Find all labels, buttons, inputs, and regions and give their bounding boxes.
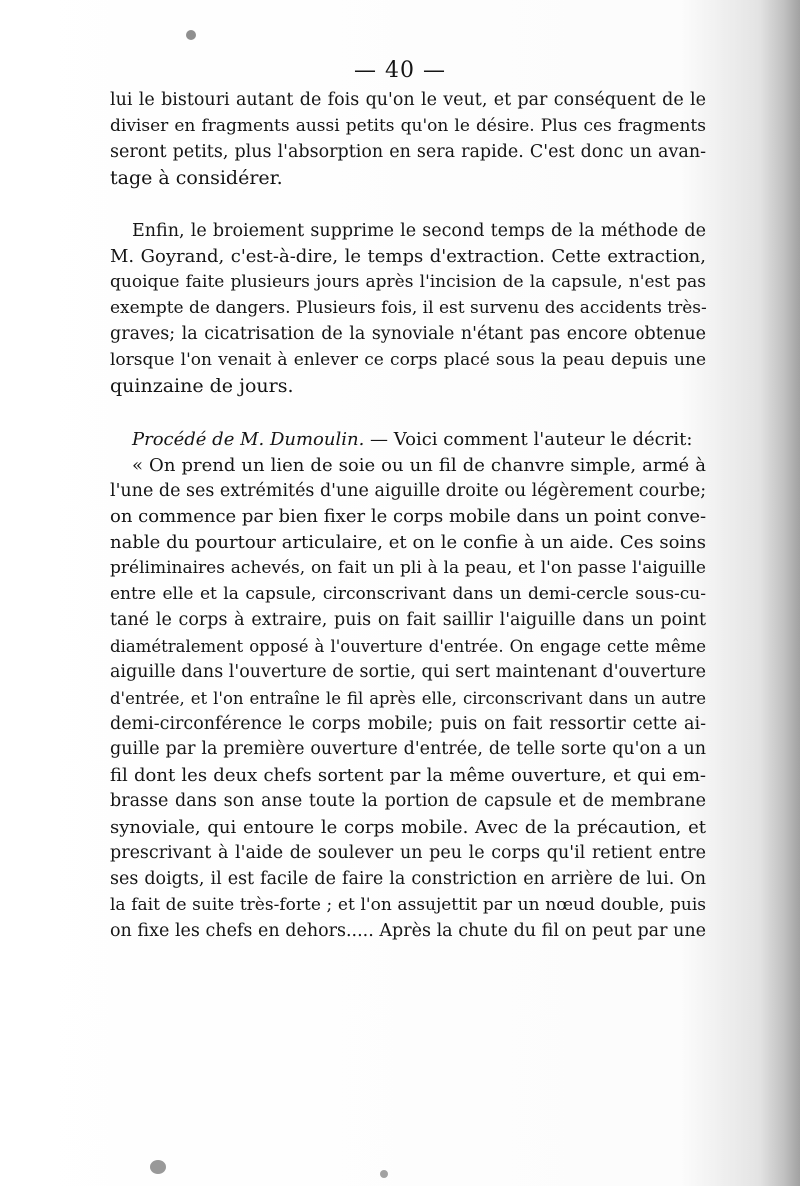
section-heading-line [110,427,706,453]
ink-speck [150,1160,166,1174]
ink-speck [380,1170,388,1178]
text-line: synoviale, qui entoure le corps mobile. Avec de la précaution, et [110,817,706,839]
paragraph-1 [110,88,706,192]
text-line: prescrivant à l'aide de soulever un peu le corps qu'il retient entre [110,843,706,864]
text-line: tané le corps à extraire, puis on fait saillir l'aiguille dans un point [110,610,706,631]
text-line: demi-circonférence le corps mobile; puis on fait ressortir cette ai- [110,713,706,734]
body-text [110,88,706,945]
text-line: l'une de ses extrémités d'une aiguille droite ou légèrement courbe; [110,480,707,501]
text-line: lorsque l'on venait à enlever ce corps placé sous la peau depuis une [110,350,706,371]
text-line: la fait de suite très-forte ; et l'on assujettit par un nœud double, puis [110,894,706,915]
procedure-heading: Procédé de M. Dumoulin. [132,428,365,450]
text-line: brasse dans son anse toute la portion de capsule et de membrane [110,791,706,812]
text-line: d'entrée, et l'on entraîne le fil après elle, circonscrivant dans un autre [110,688,706,708]
text-line: on fixe les chefs en dehors..... Après la chute du fil on peut par une [110,920,706,941]
text-line: quoique faite plusieurs jours après l'incision de la capsule, n'est pas [110,272,706,293]
paragraph-gap [110,400,706,427]
paragraph-3 [110,427,706,945]
binding-shadow [760,0,800,1186]
text-line: diamétralement opposé à l'ouverture d'entrée. On engage cette même [110,636,706,656]
text-line: aiguille dans l'ouverture de sortie, qui sert maintenant d'ouverture [110,661,706,682]
text-line: quinzaine de jours. [110,374,294,397]
text-line: diviser en fragments aussi petits qu'on le désire. Plus ces fragments [110,115,706,136]
text-line: graves; la cicatrisation de la synoviale n'étant pas encore obtenue [110,324,706,345]
heading-continuation: — Voici comment l'auteur le décrit: [364,428,693,450]
text-line: M. Goyrand, c'est-à-dire, le temps d'extraction. Cette extraction, [110,246,706,268]
text-line: ses doigts, il est facile de faire la constriction en arrière de lui. On [110,868,706,889]
text-line: fil dont les deux chefs sortent par la même ouverture, et qui em- [110,765,706,787]
text-line: entre elle et la capsule, circonscrivant dans un demi-cercle sous-cu- [110,584,706,605]
text-line: « On prend un lien de soie ou un fil de chanvre simple, armé à [132,454,706,476]
page-number: — 40 — [354,58,446,83]
text-line: Enfin, le broiement supprime le second temps de la méthode de [132,220,706,241]
paragraph-2 [110,219,706,400]
ink-speck [186,30,196,40]
text-line: on commence par bien fixer le corps mobile dans un point conve- [110,506,707,528]
text-line: exempte de dangers. Plusieurs fois, il est survenu des accidents très- [110,298,707,319]
text-line: préliminaires achevés, on fait un pli à la peau, et l'on passe l'aiguille [110,558,706,579]
text-line: seront petits, plus l'absorption en sera rapide. C'est donc un avan- [110,141,706,162]
paragraph-gap [110,192,706,219]
text-line: guille par la première ouverture d'entrée, de telle sorte qu'on a un [110,739,706,760]
text-line: lui le bistouri autant de fois qu'on le veut, et par conséquent de le [110,90,706,110]
text-line: nable du pourtour articulaire, et on le confie à un aide. Ces soins [110,532,706,554]
text-line: tage à considérer. [110,166,283,189]
